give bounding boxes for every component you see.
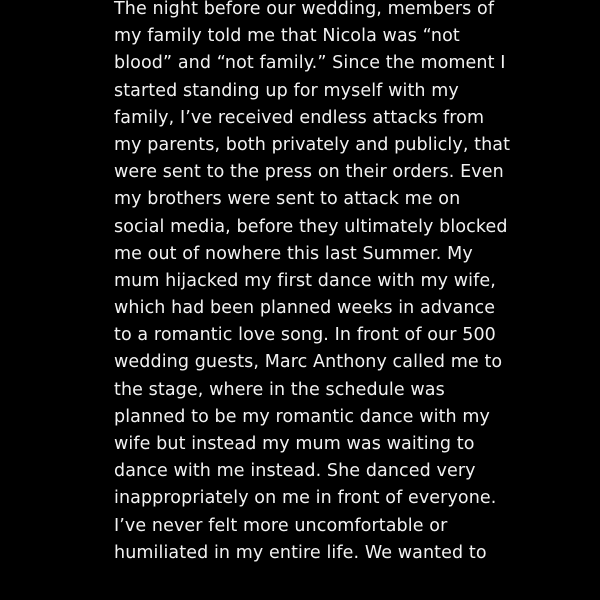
text-line: me out of nowhere this last Summer. My (114, 243, 473, 264)
text-line: my parents, both privately and publicly, that (114, 134, 511, 155)
text-line: humiliated in my entire life. We wanted to (114, 542, 487, 563)
text-line: my brothers were sent to attack me on (114, 189, 461, 210)
text-line: I’ve never felt more uncomfortable or (114, 515, 448, 536)
text-line: The night before our wedding, members of (114, 0, 495, 19)
text-line: were sent to the press on their orders. Even (114, 162, 504, 183)
text-line: started standing up for myself with my (114, 80, 459, 101)
text-line: social media, before they ultimately blocked (114, 216, 508, 237)
statement-text (114, 0, 594, 567)
text-line: blood” and “not family.” Since the moment I (114, 53, 506, 74)
text-line: wedding guests, Marc Anthony called me to (114, 352, 503, 373)
text-line: wife but instead my mum was waiting to (114, 434, 475, 454)
text-line: planned to be my romantic dance with my (114, 406, 491, 427)
text-line: to a romantic love song. In front of our 500 (114, 325, 496, 346)
text-line: the stage, where in the schedule was (114, 379, 445, 400)
text-line: which had been planned weeks in advance (114, 298, 496, 319)
text-line: inappropriately on me in front of everyone. (114, 488, 497, 509)
text-line: family, I’ve received endless attacks from (114, 107, 485, 128)
text-line: my family told me that Nicola was “not (114, 26, 460, 47)
text-line: dance with me instead. She danced very (114, 461, 476, 482)
text-line: mum hijacked my first dance with my wife, (114, 270, 496, 291)
